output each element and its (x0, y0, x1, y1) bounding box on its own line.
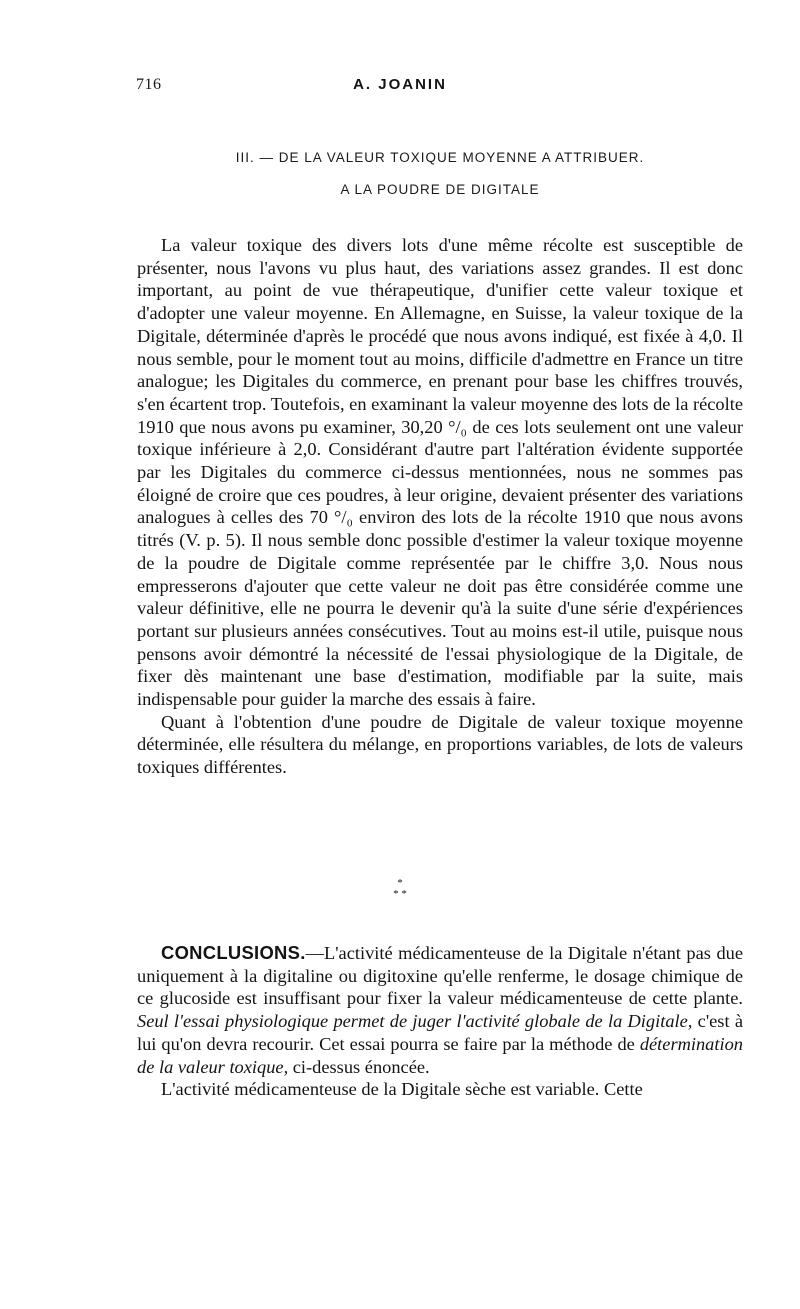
conclusions-text-2: c'est à lui qu'on devra recourir. Cet essai pourra se faire par la méthode de (137, 1011, 744, 1054)
section-body (137, 234, 743, 779)
conclusions-text-1: —L'activité médicamenteuse de la Digitale n'étant pas due uniquement à la digitaline ou digitoxine qu'elle renferme, le dosage chimique de ce glucoside est insuffisant pour fixer la valeur médicamenteuse de cette plante. (137, 943, 743, 1009)
conclusions-body (137, 942, 743, 1101)
conclusions-text-3: ci-dessus énoncée. (288, 1056, 430, 1077)
paragraph-conclusions (137, 942, 743, 1078)
section-subtitle: A LA POUDRE DE DIGITALE (340, 182, 540, 197)
asterism-top: * (397, 877, 403, 889)
conclusions-italic-1: Seul l'essai physiologique permet de juger l'activité globale de la Digitale, (137, 1011, 693, 1032)
paragraph-powder-mixing: Quant à l'obtention d'une poudre de Digitale de valeur toxique moyenne déterminée, elle résultera du mélange, en proportions variables, de lots de valeurs toxiques différentes. (137, 711, 743, 778)
asterism-bottom: * * (393, 888, 407, 900)
asterism-divider (0, 878, 800, 900)
running-author: A. JOANIN (353, 76, 447, 93)
running-header (0, 76, 800, 100)
page-number: 716 (136, 76, 162, 93)
conclusions-heading: CONCLUSIONS. (161, 942, 306, 963)
paragraph-toxic-value: La valeur toxique des divers lots d'une même récolte est susceptible de présenter, nous l'avons vu plus haut, des variations assez grandes. Il est donc important, au point de vue thérapeutique, d'unifier cette valeur toxique et d'adopter une valeur moyenne. En Allemagne, en Suisse, la valeur toxique de la Digitale, déterminée d'après le procédé que nous avons indiqué, est fixée à 4,0. Il nous semble, pour le moment tout au moins, difficile d'admettre en France un titre analogue; les Digitales du commerce, en prenant pour base les chiffres trouvés, s'en écartent trop. Toutefois, en examinant la valeur moyenne des lots de la récolte 1910 que nous avons pu examiner, 30,20 °/₀ de ces lots seulement ont une valeur toxique inférieure à 2,0. Considérant d'autre part l'altération évidente supportée par les Digitales du commerce ci-dessus mentionnées, nous ne sommes pas éloigné de croire que ces poudres, à leur origine, devaient présenter des variations analogues à celles des 70 °/₀ environ des lots de la récolte 1910 que nous avons titrés (V. p. 5). Il nous semble donc possible d'estimer la valeur toxique moyenne de la poudre de Digitale comme représentée par le chiffre 3,0. Nous nous empresserons d'ajouter que cette valeur ne doit pas être considérée comme une valeur définitive, elle ne pourra le devenir qu'à la suite d'une série d'expériences portant sur plusieurs années consécutives. Tout au moins est-il utile, puisque nous pensons avoir démontré la nécessité de l'essai physiologique de la Digitale, de fixer dès maintenant une base d'estimation, modifiable par la suite, mais indispensable pour guider la marche des essais à faire. (137, 235, 743, 710)
section-title: III. — DE LA VALEUR TOXIQUE MOYENNE A ATTRIBUER. (235, 150, 645, 165)
paragraph-activity-variable: L'activité médicamenteuse de la Digitale sèche est variable. Cette (161, 1079, 643, 1100)
conclusions-italic-2: détermination de la valeur toxique, (137, 1033, 743, 1077)
